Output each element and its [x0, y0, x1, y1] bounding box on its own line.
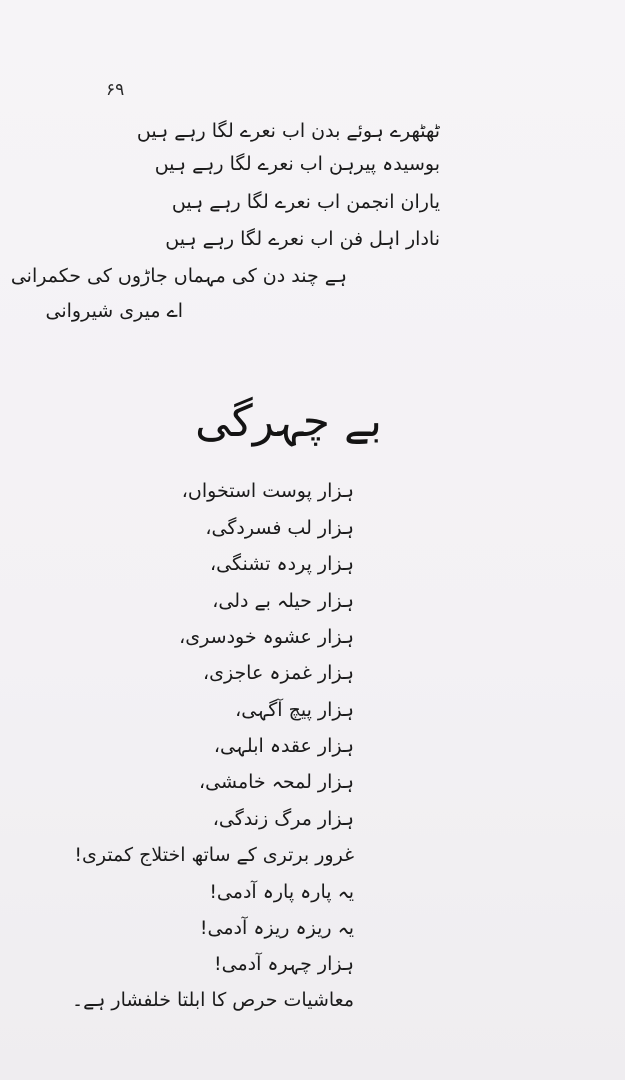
poem-line: ہزار پردہ تشنگی،: [210, 553, 354, 575]
poem-line: ہزار چہرہ آدمی!: [213, 953, 354, 975]
stanza-line: نادار اہل فن اب نعرے لگا رہے ہیں: [165, 228, 440, 250]
poem-line: ہزار عشوہ خودسری،: [179, 626, 354, 648]
stanza-line: ہے چند دن کی مہماں جاڑوں کی حکمرانی: [10, 265, 347, 287]
poem-line: معاشیات حرص کا ابلتا خلفشار ہے۔: [71, 989, 354, 1011]
page-number: ۶۹: [106, 80, 125, 100]
poem-line: ہزار لمحہ خامشی،: [199, 771, 354, 793]
poem-line: ہزار حیلہ بے دلی،: [212, 590, 354, 612]
poem-line: یہ پارہ پارہ آدمی!: [209, 881, 354, 903]
stanza-line: یاران انجمن اب نعرے لگا رہے ہیں: [171, 191, 440, 213]
stanza-line: بوسیدہ پیرہن اب نعرے لگا رہے ہیں: [154, 153, 440, 175]
poem-line: غرور برتری کے ساتھ اختلاج کمتری!: [74, 844, 354, 866]
poem-line: ہزار مرگ زندگی،: [212, 808, 354, 830]
poem-line: یہ ریزہ ریزہ آدمی!: [199, 917, 354, 939]
poem-line: ہزار غمزہ عاجزی،: [202, 662, 354, 684]
poem-title: بے چہرگی: [195, 396, 382, 447]
poem-line: ہزار پوست استخواں،: [181, 480, 354, 502]
stanza-line: اے میری شیروانی: [45, 300, 183, 322]
poem-line: ہزار پیچ آگہی،: [235, 699, 354, 721]
stanza-line: ٹھٹھرے ہوئے بدن اب نعرے لگا رہے ہیں: [136, 120, 440, 142]
poem-line: ہزار لب فسردگی،: [205, 517, 354, 539]
poem-line: ہزار عقدہ ابلہی،: [213, 735, 354, 757]
